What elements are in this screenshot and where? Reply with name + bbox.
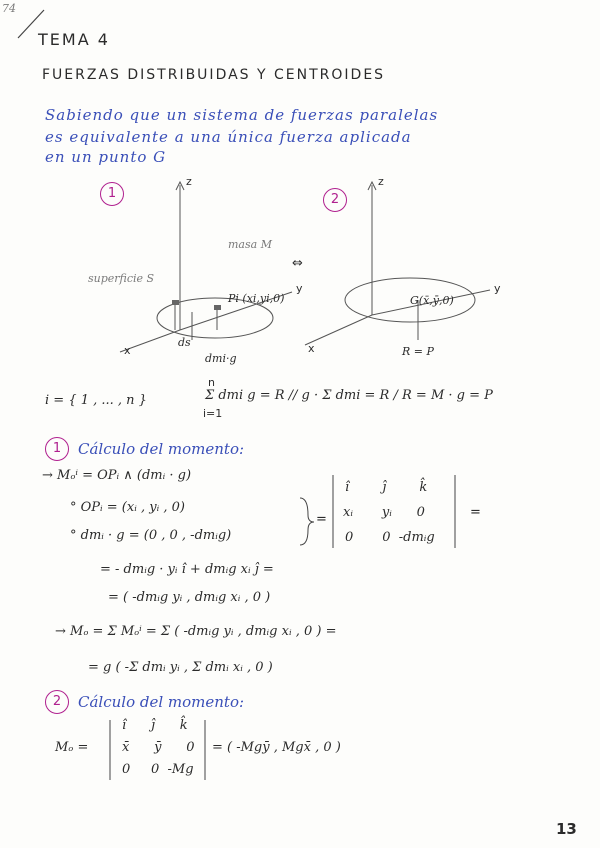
sum-top: n <box>208 376 215 389</box>
det2-r1-k: k̂ <box>179 718 188 733</box>
fig1-axis-y: y <box>296 282 303 295</box>
figure1-number: 1 <box>100 182 124 206</box>
section2-heading: Cálculo del momento: <box>78 693 245 711</box>
det1-row2 <box>343 505 425 520</box>
figure1-number-wrap <box>100 182 124 206</box>
det1-r1-k: k̂ <box>419 480 428 495</box>
mass-label: masa M <box>228 238 272 251</box>
intro-line-3: en un punto G <box>45 148 167 166</box>
section2-result: = ( -Mgȳ , Mgx̄ , 0 ) <box>212 740 341 755</box>
section2-number: 2 <box>45 690 69 714</box>
det1-r2-a: xᵢ <box>343 505 353 520</box>
point-g-label: G(x̄,ȳ,0) <box>410 294 454 307</box>
section1-number-wrap <box>45 437 69 461</box>
det2-row1 <box>122 718 188 733</box>
det2-row3 <box>122 762 194 777</box>
moment-total-2: = g ( -Σ dmᵢ yᵢ , Σ dmᵢ xᵢ , 0 ) <box>88 660 273 675</box>
det2-r1-j: ĵ <box>150 718 155 733</box>
fig1-axis-x: x <box>124 344 131 357</box>
section1-heading: Cálculo del momento: <box>78 440 245 458</box>
page-number: 13 <box>556 820 577 838</box>
ds-label: ds <box>178 336 191 349</box>
det1-r2-c: 0 <box>416 505 425 520</box>
fig2-axis-y: y <box>494 282 501 295</box>
eq1: = - dmᵢg · yᵢ î + dmᵢg xᵢ ĵ = <box>100 562 274 577</box>
equivalence-arrow: ⇔ <box>292 256 303 271</box>
page-title: TEMA 4 <box>38 30 110 49</box>
surface-label: superficie S <box>88 272 155 285</box>
figure1-axes <box>120 182 292 352</box>
sum-bottom: i=1 <box>203 407 223 420</box>
corner-mark: 74 <box>2 2 16 15</box>
det1-r3-a: 0 <box>345 530 354 545</box>
intro-line-1: Sabiendo que un sistema de fuerzas paralelas <box>45 106 439 124</box>
det1-equals-right: = <box>470 505 481 520</box>
section1-number: 1 <box>45 437 69 461</box>
fig2-axis-z: z <box>378 175 384 188</box>
det1-row1 <box>345 480 427 495</box>
section2-number-wrap <box>45 690 69 714</box>
sum-equation: Σ dmi g = R // g · Σ dmi = R / R = M · g = P <box>205 388 493 403</box>
det1-r1-j: ĵ <box>382 480 387 495</box>
intro-line-2: es equivalente a una única fuerza aplicada <box>45 128 412 146</box>
det2-r3-c: -Mg <box>167 762 194 777</box>
det2-r1-i: î <box>122 718 127 733</box>
brace <box>300 498 314 545</box>
figure2-number: 2 <box>323 188 347 212</box>
det2-r3-b: 0 <box>150 762 160 777</box>
det1-r2-b: yᵢ <box>381 505 392 520</box>
det2-row2 <box>122 740 195 755</box>
point-pi-label: Pi (xi,yi,0) <box>228 292 285 305</box>
det2-r2-b: ȳ <box>154 740 162 755</box>
fig1-axis-z: z <box>186 175 192 188</box>
rp-label: R = P <box>402 345 434 358</box>
dmg-vector: ° dmᵢ · g = (0 , 0 , -dmᵢg) <box>70 528 232 543</box>
eq2: = ( -dmᵢg yᵢ , dmᵢg xᵢ , 0 ) <box>108 590 271 605</box>
det2-r2-c: 0 <box>186 740 195 755</box>
fig2-axis-x: x <box>308 342 315 355</box>
ds-element-1 <box>172 300 179 305</box>
ds-element-2 <box>214 305 221 310</box>
figure2-number-wrap <box>323 188 347 212</box>
moment-i: → Mₒⁱ = OPᵢ ∧ (dmᵢ · g) <box>42 468 192 483</box>
det1-equals: = <box>316 512 327 527</box>
moment-total: → Mₒ = Σ Mₒⁱ = Σ ( -dmᵢg yᵢ , dmᵢg xᵢ , 0 ) = <box>55 624 337 639</box>
section2-label: Mₒ = <box>55 740 89 755</box>
det2-r2-a: x̄ <box>122 740 130 755</box>
det2-r3-a: 0 <box>122 762 131 777</box>
det1-r3-b: 0 <box>382 530 391 545</box>
det1-row3 <box>345 530 435 545</box>
det1-r1-i: î <box>345 480 350 495</box>
dmg-label: dmi·g <box>205 352 237 365</box>
op-vector: ° OPᵢ = (xᵢ , yᵢ , 0) <box>70 500 185 515</box>
index-set: i = { 1 , ... , n } <box>45 393 147 408</box>
page-subtitle: FUERZAS DISTRIBUIDAS Y CENTROIDES <box>42 67 386 83</box>
det1-r3-c: -dmᵢg <box>398 530 435 545</box>
